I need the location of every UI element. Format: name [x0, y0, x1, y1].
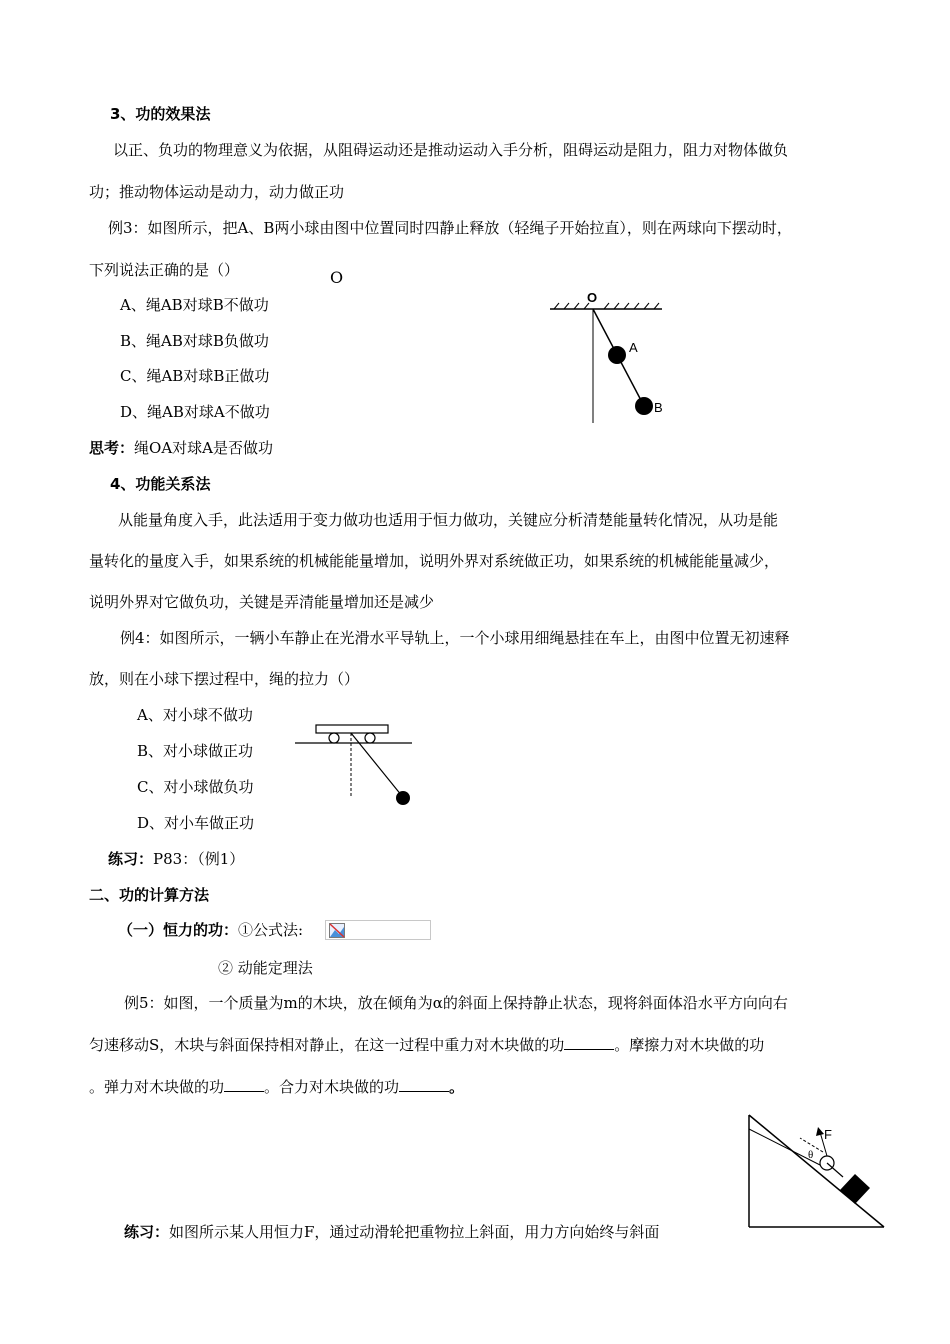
sec3-para-line2: 功；推动物体运动是动力，动力做正功: [89, 183, 345, 201]
sub1-line: [118, 920, 303, 940]
practice2-line: [124, 1222, 659, 1242]
sec4-para-line2: 量转化的量度入手，如果系统的机械能能量增加，说明外界对系统做正功，如果系统的机械能能量减少，: [89, 552, 780, 570]
ex4-option-d: D、对小车做正功: [137, 814, 255, 832]
label-a: A: [629, 340, 638, 355]
practice1-line: [108, 849, 244, 869]
cart-wheel-right: [365, 733, 375, 743]
cart-body: [316, 725, 388, 733]
ball-b: [635, 397, 653, 415]
label-o: O: [587, 290, 598, 305]
ex4-option-a: A、对小球不做功: [137, 706, 253, 724]
sub1-method1: ①公式法:: [238, 921, 304, 939]
ex4-line1: 例4：如图所示，一辆小车静止在光滑水平导轨上，一个小球用细绳悬挂在车上，由图中位置无初速释: [120, 629, 790, 647]
ball-a: [608, 346, 626, 364]
incline-figure: [742, 1110, 887, 1230]
sec3-para-line1: 以正、负功的物理意义为依据，从阻碍运动还是推动运动入手分析，阻碍运动是阻力，阻力对物体做负: [113, 141, 789, 159]
ex3-option-a: A、绳AB对球B不做功: [120, 296, 269, 314]
practice1-text: P83：（例1）: [153, 850, 245, 868]
answer-blank-normal: [224, 1077, 264, 1092]
broken-image-icon: [329, 923, 345, 938]
ex4-option-c: C、对小球做负功: [137, 778, 254, 796]
practice2-label: 练习：: [124, 1223, 170, 1241]
practice1-label: 练习：: [108, 850, 154, 868]
formula-image-placeholder: [325, 920, 431, 940]
ex5-line2: [89, 1035, 764, 1055]
ex5-line2-text-a: 匀速移动S，木块与斜面保持相对静止，在这一过程中重力对木块做的功: [89, 1036, 565, 1054]
think-label: 思考：: [89, 439, 135, 457]
ex3-option-d: D、绳AB对球A不做功: [120, 403, 270, 421]
label-f: F: [824, 1127, 832, 1142]
sec3-heading: 3、功的效果法: [110, 105, 211, 123]
label-b: B: [654, 400, 663, 415]
ex5-line3-text-a: 。弹力对木块做的功: [89, 1078, 225, 1096]
ex5-line1: 例5：如图，一个质量为m的木块，放在倾角为α的斜面上保持静止状态，现将斜面体沿水平方向向右: [124, 994, 788, 1012]
ex4-option-b: B、对小球做正功: [137, 742, 254, 760]
sec4-para-line3: 说明外界对它做负功，关键是弄清能量增加还是减少: [89, 593, 435, 611]
part2-heading: 二、功的计算方法: [89, 886, 210, 904]
label-theta: θ: [808, 1149, 814, 1161]
ex5-line3-text-b: 。合力对木块做的功: [264, 1078, 400, 1096]
cart-pendulum-figure: [290, 718, 420, 813]
stray-o-label: O: [330, 268, 344, 287]
ex5-line2-text-b: 。摩擦力对木块做的功: [614, 1036, 765, 1054]
sec4-heading: 4、功能关系法: [110, 475, 211, 493]
answer-blank-gravity: [564, 1035, 614, 1050]
incline-hypotenuse: [749, 1115, 884, 1227]
ex5-line3-text-c: 。: [449, 1078, 465, 1096]
think-text: 绳OA对球A是否做功: [134, 439, 273, 457]
practice2-text: 如图所示某人用恒力F，通过动滑轮把重物拉上斜面，用力方向始终与斜面: [169, 1223, 660, 1241]
think-line: [89, 438, 273, 458]
answer-blank-net: [399, 1077, 449, 1092]
ex3-option-b: B、绳AB对球B负做功: [120, 332, 269, 350]
sec4-para-line1: 从能量角度入手，此法适用于变力做功也适用于恒力做功，关键应分析清楚能量转化情况，从功是能: [118, 511, 779, 529]
force-arrowhead: [816, 1127, 824, 1136]
block: [840, 1174, 870, 1204]
ceiling-hatch: [554, 303, 659, 309]
ex4-line2: 放，则在小球下摆过程中，绳的拉力（）: [89, 670, 360, 688]
pendulum-figure: [540, 285, 680, 425]
cart-wheel-left: [329, 733, 339, 743]
sub1-method2: ② 动能定理法: [218, 959, 313, 977]
sub1-label: （一）恒力的功：: [118, 921, 239, 939]
ex3-line1: 例3：如图所示，把A、B两小球由图中位置同时四静止释放（轻绳子开始拉直），则在两球向下摆动时，: [108, 219, 792, 237]
ex5-line3: [89, 1077, 464, 1097]
ex3-line2: 下列说法正确的是（）: [89, 261, 240, 279]
cart-ball: [396, 791, 410, 805]
ex3-option-c: C、绳AB对球B正做功: [120, 367, 270, 385]
